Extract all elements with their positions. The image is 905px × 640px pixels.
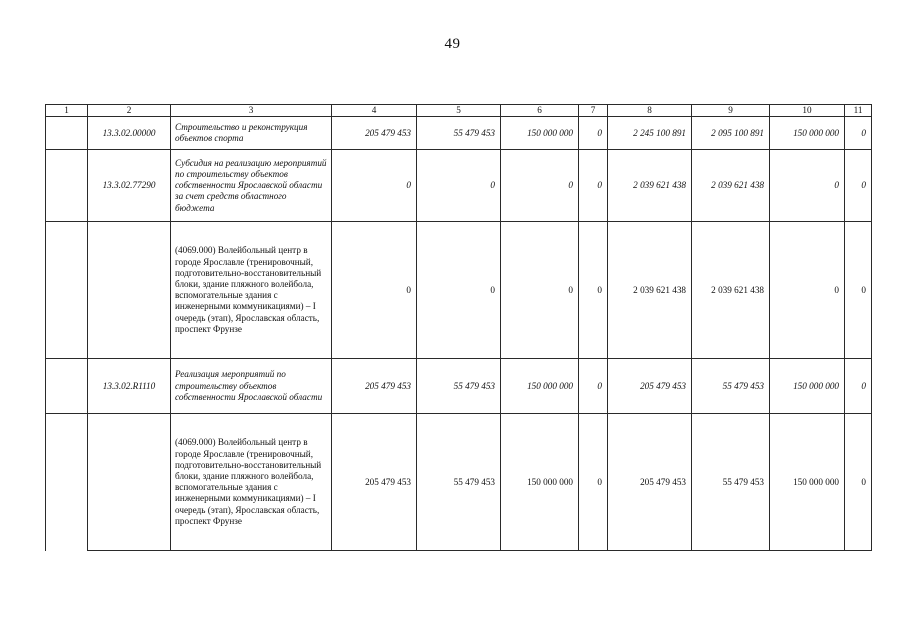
value-cell: 150 000 000: [501, 117, 579, 150]
page-number: 49: [444, 36, 461, 52]
value-cell: 0: [845, 150, 872, 222]
row-name: Реализация мероприятий по строительству объектов собственности Ярославской области: [171, 359, 332, 414]
value-cell: 150 000 000: [501, 359, 579, 414]
value-cell: 0: [845, 117, 872, 150]
value-cell: 2 039 621 438: [608, 222, 692, 359]
column-header: 1: [46, 105, 88, 117]
value-cell: 205 479 453: [332, 359, 417, 414]
row-name: (4069.000) Волейбольный центр в городе Ярославле (тренировочный, подготовительно-восстановительный блоки, здание пляжного волейбола, вспомогательные здания с инженерными коммуникациями) – I очередь (этап), Ярославская область, проспект Фрунзе: [171, 414, 332, 551]
value-cell: 0: [579, 222, 608, 359]
value-cell: 205 479 453: [608, 359, 692, 414]
empty-cell: [46, 150, 88, 222]
value-cell: 0: [417, 222, 501, 359]
value-cell: 150 000 000: [770, 117, 845, 150]
column-header: 9: [692, 105, 770, 117]
value-cell: 205 479 453: [332, 117, 417, 150]
budget-table: [45, 104, 872, 551]
row-code: [88, 222, 171, 359]
table-row: [46, 150, 872, 222]
column-header: 10: [770, 105, 845, 117]
header-row: [46, 105, 872, 117]
row-code: 13.3.02.R1110: [88, 359, 171, 414]
empty-cell: [46, 414, 88, 551]
table-row: [46, 117, 872, 150]
empty-cell: [46, 222, 88, 359]
column-header: 2: [88, 105, 171, 117]
table-row: [46, 414, 872, 551]
column-header: 3: [171, 105, 332, 117]
value-cell: 0: [332, 222, 417, 359]
value-cell: 0: [417, 150, 501, 222]
value-cell: 55 479 453: [692, 359, 770, 414]
value-cell: 2 039 621 438: [608, 150, 692, 222]
value-cell: 150 000 000: [770, 414, 845, 551]
value-cell: 150 000 000: [501, 414, 579, 551]
value-cell: 55 479 453: [417, 414, 501, 551]
value-cell: 0: [579, 117, 608, 150]
row-name: Строительство и реконструкция объектов спорта: [171, 117, 332, 150]
value-cell: 55 479 453: [692, 414, 770, 551]
row-code: 13.3.02.00000: [88, 117, 171, 150]
value-cell: 205 479 453: [332, 414, 417, 551]
value-cell: 55 479 453: [417, 359, 501, 414]
row-code: [88, 414, 171, 551]
table-row: [46, 359, 872, 414]
value-cell: 2 095 100 891: [692, 117, 770, 150]
value-cell: 0: [579, 150, 608, 222]
value-cell: 55 479 453: [417, 117, 501, 150]
value-cell: 2 245 100 891: [608, 117, 692, 150]
value-cell: 0: [332, 150, 417, 222]
value-cell: 2 039 621 438: [692, 150, 770, 222]
value-cell: 0: [770, 150, 845, 222]
value-cell: 0: [501, 150, 579, 222]
value-cell: 0: [579, 414, 608, 551]
row-code: 13.3.02.77290: [88, 150, 171, 222]
value-cell: 0: [845, 222, 872, 359]
value-cell: 0: [845, 359, 872, 414]
empty-cell: [46, 359, 88, 414]
value-cell: 0: [770, 222, 845, 359]
empty-cell: [46, 117, 88, 150]
value-cell: 0: [845, 414, 872, 551]
row-name: Субсидия на реализацию мероприятий по строительству объектов собственности Ярославской области за счет средств областного бюджета: [171, 150, 332, 222]
column-header: 8: [608, 105, 692, 117]
table-row: [46, 222, 872, 359]
row-name: (4069.000) Волейбольный центр в городе Ярославле (тренировочный, подготовительно-восстановительный блоки, здание пляжного волейбола, вспомогательные здания с инженерными коммуникациями) – I очередь (этап), Ярославская область, проспект Фрунзе: [171, 222, 332, 359]
value-cell: 150 000 000: [770, 359, 845, 414]
value-cell: 0: [579, 359, 608, 414]
value-cell: 2 039 621 438: [692, 222, 770, 359]
column-header: 11: [845, 105, 872, 117]
column-header: 7: [579, 105, 608, 117]
column-header: 5: [417, 105, 501, 117]
column-header: 6: [501, 105, 579, 117]
value-cell: 0: [501, 222, 579, 359]
value-cell: 205 479 453: [608, 414, 692, 551]
column-header: 4: [332, 105, 417, 117]
